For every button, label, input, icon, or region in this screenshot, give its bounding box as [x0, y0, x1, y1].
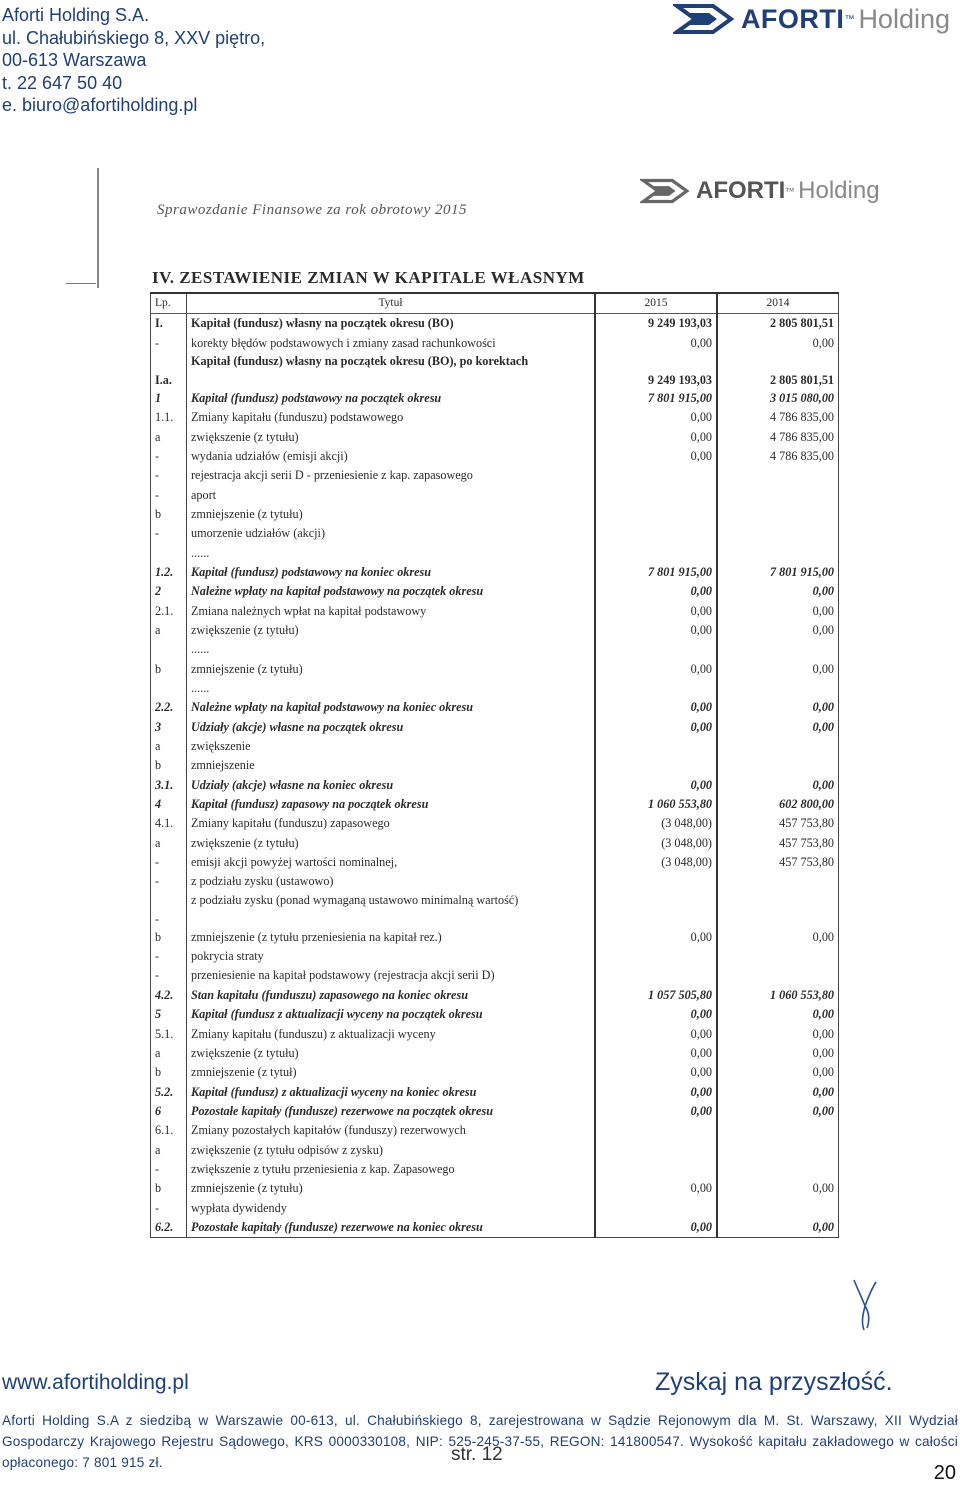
- row-lp: -: [151, 524, 187, 543]
- table-row: [151, 582, 839, 601]
- table-header-row: [151, 293, 839, 314]
- col-lp: Lp.: [151, 293, 187, 314]
- table-row: [151, 389, 839, 408]
- row-lp: a: [151, 1044, 187, 1063]
- table-row: [151, 795, 839, 814]
- row-lp: -: [151, 447, 187, 466]
- row-value-2015: 0,00: [595, 1044, 717, 1063]
- table-row: [151, 966, 839, 985]
- table-row: [151, 353, 839, 389]
- row-title: Zmiany kapitału (funduszu) zapasowego: [187, 814, 596, 833]
- table-row: [151, 1063, 839, 1082]
- row-lp: 5: [151, 1005, 187, 1024]
- row-lp: b: [151, 1179, 187, 1198]
- equity-changes-table: [150, 292, 839, 1238]
- row-lp: -: [151, 485, 187, 504]
- table-row: [151, 1218, 839, 1238]
- row-value-2015: [595, 505, 717, 524]
- row-value-2014: [717, 1160, 839, 1179]
- table-row: [151, 718, 839, 737]
- table-row: [151, 892, 839, 928]
- table-row: [151, 679, 839, 698]
- row-title: emisji akcji powyżej wartości nominalnej,: [187, 853, 596, 872]
- table-row: [151, 814, 839, 833]
- row-value-2014: 0,00: [812, 622, 834, 637]
- row-title: Kapitał (fundusz z aktualizacji wyceny na początek okresu: [187, 1005, 596, 1024]
- row-lp: b: [151, 660, 187, 679]
- letterhead-contact: [2, 4, 265, 117]
- scan-logo: [640, 176, 880, 206]
- website-link[interactable]: www.afortiholding.pl: [2, 1371, 189, 1394]
- row-lp: -: [151, 872, 187, 891]
- table-row: [151, 427, 839, 446]
- col-2014: 2014: [717, 293, 839, 314]
- row-title: aport: [187, 485, 596, 504]
- row-value-2014: 4 786 835,00: [770, 448, 834, 463]
- row-title: Zmiany pozostałych kapitałów (funduszy) rezerwowych: [187, 1121, 596, 1140]
- row-value-2015: [595, 947, 717, 966]
- scan-logo-brand: AFORTI: [696, 177, 786, 204]
- table-row: [151, 466, 839, 485]
- row-value-2015: 1 057 505,80: [595, 986, 717, 1005]
- row-value-2015: 0,00: [595, 601, 717, 620]
- row-title: ......: [187, 543, 596, 562]
- row-value-2014: 0,00: [812, 1065, 834, 1080]
- table-row: [151, 1160, 839, 1179]
- table-row: [151, 543, 839, 562]
- row-value-2014: [717, 892, 839, 928]
- row-value-2015: [595, 485, 717, 504]
- row-value-2014: 0,00: [812, 1026, 834, 1041]
- row-value-2015: 9 249 193,03: [595, 353, 717, 389]
- row-value-2015: 0,00: [595, 1005, 717, 1024]
- table-row: [151, 1102, 839, 1121]
- row-value-2015: 0,00: [595, 408, 717, 427]
- row-value-2015: 0,00: [595, 1063, 717, 1082]
- row-title: Należne wpłaty na kapitał podstawowy na początek okresu: [187, 582, 596, 601]
- row-title: Kapitał (fundusz) własny na początek okresu (BO), po korektach: [187, 353, 596, 389]
- legal-footer: Aforti Holding S.A z siedzibą w Warszawie 00-613, ul. Chałubińskiego 8, zarejestrowana w Sądzie Rejonowym dla M. St. Warszawy, XII Wydział Gospodarczy Krajowego Rejestru Sądowego, KRS 0000330108, NIP: 525-245-37-55, REGON: 141800547. Wysokość kapitału zakładowego w całości opłaconego: 7 801 915 zł.: [2, 1413, 958, 1470]
- table-row: [151, 524, 839, 543]
- row-lp: 5.2.: [151, 1082, 187, 1101]
- row-value-2014: [717, 947, 839, 966]
- row-lp: 1.2.: [151, 563, 187, 582]
- row-value-2015: [595, 756, 717, 775]
- row-title: zmniejszenie (z tytułu): [187, 660, 596, 679]
- row-title: Kapitał (fundusz) podstawowy na koniec okresu: [187, 563, 596, 582]
- row-value-2014: 457 753,80: [779, 835, 834, 850]
- table-row: [151, 485, 839, 504]
- table-row: [151, 986, 839, 1005]
- row-lp: b: [151, 756, 187, 775]
- row-title: wydania udziałów (emisji akcji): [187, 447, 596, 466]
- row-title: Udziały (akcje) własne na początek okresu: [187, 718, 596, 737]
- row-title: Kapitał (fundusz) własny na początek okresu (BO): [187, 314, 596, 334]
- row-title: zmniejszenie (z tytułu): [187, 505, 596, 524]
- row-value-2015: 0,00: [595, 333, 717, 352]
- row-title: Udziały (akcje) własne na koniec okresu: [187, 776, 596, 795]
- row-title: Kapitał (fundusz) z aktualizacji wyceny na koniec okresu: [187, 1082, 596, 1101]
- col-title: Tytuł: [187, 293, 596, 314]
- logo-brand-text: AFORTI: [740, 3, 845, 34]
- row-value-2014: [717, 872, 839, 891]
- row-lp: 2: [151, 582, 187, 601]
- table-row: [151, 1179, 839, 1198]
- row-value-2014: 1 060 553,80: [770, 987, 834, 1002]
- row-value-2014: [717, 543, 839, 562]
- row-title: Pozostałe kapitały (fundusze) rezerwowe na koniec okresu: [187, 1218, 596, 1238]
- row-title: Pozostałe kapitały (fundusze) rezerwowe na początek okresu: [187, 1102, 596, 1121]
- table-row: [151, 1198, 839, 1217]
- scan-margin-mark: [66, 283, 96, 284]
- row-title: Kapitał (fundusz) zapasowy na początek okresu: [187, 795, 596, 814]
- table-row: [151, 640, 839, 659]
- row-value-2015: 0,00: [595, 1024, 717, 1043]
- row-title: przeniesienie na kapitał podstawowy (rejestracja akcji serii D): [187, 966, 596, 985]
- row-value-2014: [717, 524, 839, 543]
- row-lp: I.a.: [151, 353, 187, 389]
- row-value-2014: 0,00: [812, 929, 834, 944]
- row-title: Kapitał (fundusz) podstawowy na początek okresu: [187, 389, 596, 408]
- row-value-2014: [717, 966, 839, 985]
- row-value-2014: [717, 505, 839, 524]
- aforti-logo-icon: [673, 2, 735, 36]
- row-title: ......: [187, 679, 596, 698]
- row-value-2014: [717, 485, 839, 504]
- row-lp: I.: [151, 314, 187, 334]
- row-title: zwiększenie (z tytułu): [187, 834, 596, 853]
- row-value-2015: 1 060 553,80: [595, 795, 717, 814]
- row-value-2015: 0,00: [595, 1082, 717, 1101]
- company-name: Aforti Holding S.A.: [2, 5, 150, 25]
- row-value-2015: [595, 524, 717, 543]
- row-value-2015: [595, 640, 717, 659]
- row-lp: 3: [151, 718, 187, 737]
- row-lp: 6: [151, 1102, 187, 1121]
- table-row: [151, 505, 839, 524]
- table-row: [151, 1044, 839, 1063]
- row-value-2015: [595, 1160, 717, 1179]
- row-value-2014: 0,00: [812, 1181, 834, 1196]
- row-lp: b: [151, 928, 187, 947]
- row-value-2014: 0,00: [812, 1084, 834, 1099]
- row-value-2014: [717, 1198, 839, 1217]
- col-2015: 2015: [595, 293, 717, 314]
- row-title: wypłata dywidendy: [187, 1198, 596, 1217]
- row-value-2014: 457 753,80: [779, 816, 834, 831]
- row-value-2015: [595, 892, 717, 928]
- row-title: zmniejszenie (z tytuł): [187, 1063, 596, 1082]
- row-lp: 1: [151, 389, 187, 408]
- row-value-2015: [595, 466, 717, 485]
- row-value-2014: 0,00: [812, 700, 834, 715]
- row-lp: 6.2.: [151, 1218, 187, 1238]
- row-value-2015: 0,00: [595, 660, 717, 679]
- scan-logo-trademark: ™: [785, 186, 795, 196]
- row-lp: 4.2.: [151, 986, 187, 1005]
- row-lp: 5.1.: [151, 1024, 187, 1043]
- row-value-2014: [717, 737, 839, 756]
- row-value-2015: 0,00: [595, 1218, 717, 1238]
- row-value-2015: 9 249 193,03: [595, 314, 717, 334]
- row-value-2015: 0,00: [595, 447, 717, 466]
- table-row: [151, 947, 839, 966]
- table-row: [151, 872, 839, 891]
- table-row: [151, 698, 839, 717]
- company-phone: t. 22 647 50 40: [2, 72, 123, 93]
- row-lp: 6.1.: [151, 1121, 187, 1140]
- row-value-2014: 0,00: [812, 1219, 834, 1234]
- financial-report-title: Sprawozdanie Finansowe za rok obrotowy 2015: [157, 202, 467, 218]
- table-row: [151, 834, 839, 853]
- row-title: zwiększenie (z tytułu): [187, 427, 596, 446]
- row-title: pokrycia straty: [187, 947, 596, 966]
- row-lp: a: [151, 621, 187, 640]
- row-value-2014: [717, 756, 839, 775]
- row-lp: a: [151, 1140, 187, 1159]
- row-value-2015: 0,00: [595, 582, 717, 601]
- table-row: [151, 1024, 839, 1043]
- row-lp: -: [151, 853, 187, 872]
- row-lp: -: [151, 466, 187, 485]
- row-title: zwiększenie (z tytułu odpisów z zysku): [187, 1140, 596, 1159]
- row-value-2014: 4 786 835,00: [770, 429, 834, 444]
- table-row: [151, 756, 839, 775]
- row-value-2014: 0,00: [812, 335, 834, 350]
- row-value-2014: 4 786 835,00: [770, 410, 834, 425]
- row-title: zmniejszenie (z tytułu): [187, 1179, 596, 1198]
- table-body: [151, 314, 839, 1238]
- table-row: [151, 853, 839, 872]
- row-lp: 2.1.: [151, 601, 187, 620]
- row-lp: -: [151, 966, 187, 985]
- row-lp: 2.2.: [151, 698, 187, 717]
- row-title: Stan kapitału (funduszu) zapasowego na koniec okresu: [187, 986, 596, 1005]
- company-city: 00-613 Warszawa: [2, 50, 147, 70]
- row-title: korekty błędów podstawowych i zmiany zasad rachunkowości: [187, 333, 596, 352]
- row-value-2014: 0,00: [812, 584, 834, 599]
- row-value-2014: 0,00: [812, 1045, 834, 1060]
- row-lp: [151, 543, 187, 562]
- table-row: [151, 408, 839, 427]
- row-title: zwiększenie z tytułu przeniesienia z kap. Zapasowego: [187, 1160, 596, 1179]
- row-value-2015: 0,00: [595, 1102, 717, 1121]
- row-value-2014: [717, 466, 839, 485]
- row-value-2014: 2 805 801,51: [770, 372, 834, 387]
- row-value-2014: [717, 1121, 839, 1140]
- company-email: e. biuro@afortiholding.pl: [2, 95, 198, 115]
- table-row: [151, 737, 839, 756]
- row-value-2014: 0,00: [812, 777, 834, 792]
- table-row: [151, 621, 839, 640]
- row-lp: -: [151, 892, 187, 928]
- row-title: Zmiany kapitału (funduszu) z aktualizacji wyceny: [187, 1024, 596, 1043]
- row-value-2015: [595, 1140, 717, 1159]
- row-value-2014: 3 015 080,00: [770, 390, 834, 405]
- row-lp: 3.1.: [151, 776, 187, 795]
- row-value-2014: 0,00: [812, 1103, 834, 1118]
- row-value-2015: [595, 1121, 717, 1140]
- table-row: [151, 928, 839, 947]
- row-value-2015: [595, 737, 717, 756]
- row-value-2014: 2 805 801,51: [770, 316, 834, 331]
- scan-logo-icon: [640, 176, 690, 206]
- table-row: [151, 314, 839, 334]
- row-lp: 1.1.: [151, 408, 187, 427]
- row-lp: a: [151, 834, 187, 853]
- table-row: [151, 447, 839, 466]
- row-value-2014: 7 801 915,00: [770, 564, 834, 579]
- table-row: [151, 1140, 839, 1159]
- row-value-2015: (3 048,00): [595, 834, 717, 853]
- row-value-2015: 0,00: [595, 698, 717, 717]
- row-value-2014: 0,00: [812, 603, 834, 618]
- row-value-2015: 0,00: [595, 928, 717, 947]
- row-title: Zmiana należnych wpłat na kapitał podstawowy: [187, 601, 596, 620]
- row-value-2015: [595, 872, 717, 891]
- row-value-2015: 0,00: [595, 1179, 717, 1198]
- row-value-2014: [717, 679, 839, 698]
- row-lp: 4.1.: [151, 814, 187, 833]
- row-value-2015: 0,00: [595, 776, 717, 795]
- row-lp: a: [151, 427, 187, 446]
- logo-trademark: ™: [844, 13, 855, 25]
- page-number: 20: [933, 1462, 956, 1484]
- row-value-2014: 0,00: [812, 661, 834, 676]
- table-row: [151, 601, 839, 620]
- row-lp: -: [151, 1160, 187, 1179]
- table-row: [151, 563, 839, 582]
- row-value-2014: 457 753,80: [779, 855, 834, 870]
- company-street: ul. Chałubińskiego 8, XXV piętro,: [2, 27, 266, 48]
- row-value-2014: [717, 1140, 839, 1159]
- row-lp: a: [151, 737, 187, 756]
- row-value-2015: 0,00: [595, 718, 717, 737]
- scan-page-label: str. 12: [451, 1444, 503, 1465]
- row-value-2015: [595, 1198, 717, 1217]
- row-value-2015: [595, 966, 717, 985]
- row-title: zwiększenie: [187, 737, 596, 756]
- row-lp: -: [151, 947, 187, 966]
- slogan: Zyskaj na przyszłość.: [655, 1368, 893, 1396]
- row-title: zwiększenie (z tytułu): [187, 1044, 596, 1063]
- row-title: zwiększenie (z tytułu): [187, 621, 596, 640]
- scan-logo-sub: Holding: [798, 177, 880, 204]
- row-title: rejestracja akcji serii D - przeniesienie z kap. zapasowego: [187, 466, 596, 485]
- row-lp: -: [151, 1198, 187, 1217]
- table-row: [151, 776, 839, 795]
- row-value-2015: [595, 543, 717, 562]
- section-title: IV. ZESTAWIENIE ZMIAN W KAPITALE WŁASNYM: [152, 268, 585, 287]
- aforti-logo: [673, 2, 950, 36]
- row-title: zmniejszenie: [187, 756, 596, 775]
- table-row: [151, 660, 839, 679]
- row-value-2015: 0,00: [595, 621, 717, 640]
- row-title: ......: [187, 640, 596, 659]
- row-value-2014: [717, 640, 839, 659]
- row-title: Zmiany kapitału (funduszu) podstawowego: [187, 408, 596, 427]
- row-title: Należne wpłaty na kapitał podstawowy na koniec okresu: [187, 698, 596, 717]
- row-title: z podziału zysku (ustawowo): [187, 872, 596, 891]
- row-value-2014: 0,00: [812, 719, 834, 734]
- table-row: [151, 1121, 839, 1140]
- row-value-2015: (3 048,00): [595, 814, 717, 833]
- row-lp: b: [151, 1063, 187, 1082]
- row-value-2015: (3 048,00): [595, 853, 717, 872]
- row-value-2014: 602 800,00: [779, 797, 834, 812]
- row-lp: -: [151, 333, 187, 352]
- row-value-2015: 0,00: [595, 427, 717, 446]
- row-value-2015: [595, 679, 717, 698]
- row-lp: [151, 640, 187, 659]
- row-lp: 4: [151, 795, 187, 814]
- row-title: umorzenie udziałów (akcji): [187, 524, 596, 543]
- scan-margin-line: [97, 168, 99, 288]
- row-value-2015: 7 801 915,00: [595, 563, 717, 582]
- row-value-2015: 7 801 915,00: [595, 389, 717, 408]
- table-row: [151, 333, 839, 352]
- table-row: [151, 1005, 839, 1024]
- row-title: z podziału zysku (ponad wymaganą ustawowo minimalną wartość): [187, 892, 596, 928]
- row-lp: b: [151, 505, 187, 524]
- row-title: zmniejszenie (z tytułu przeniesienia na kapitał rez.): [187, 928, 596, 947]
- logo-sub-text: Holding: [858, 3, 950, 34]
- row-value-2014: 0,00: [812, 1007, 834, 1022]
- table-row: [151, 1082, 839, 1101]
- row-lp: [151, 679, 187, 698]
- handwritten-signature: [848, 1276, 882, 1334]
